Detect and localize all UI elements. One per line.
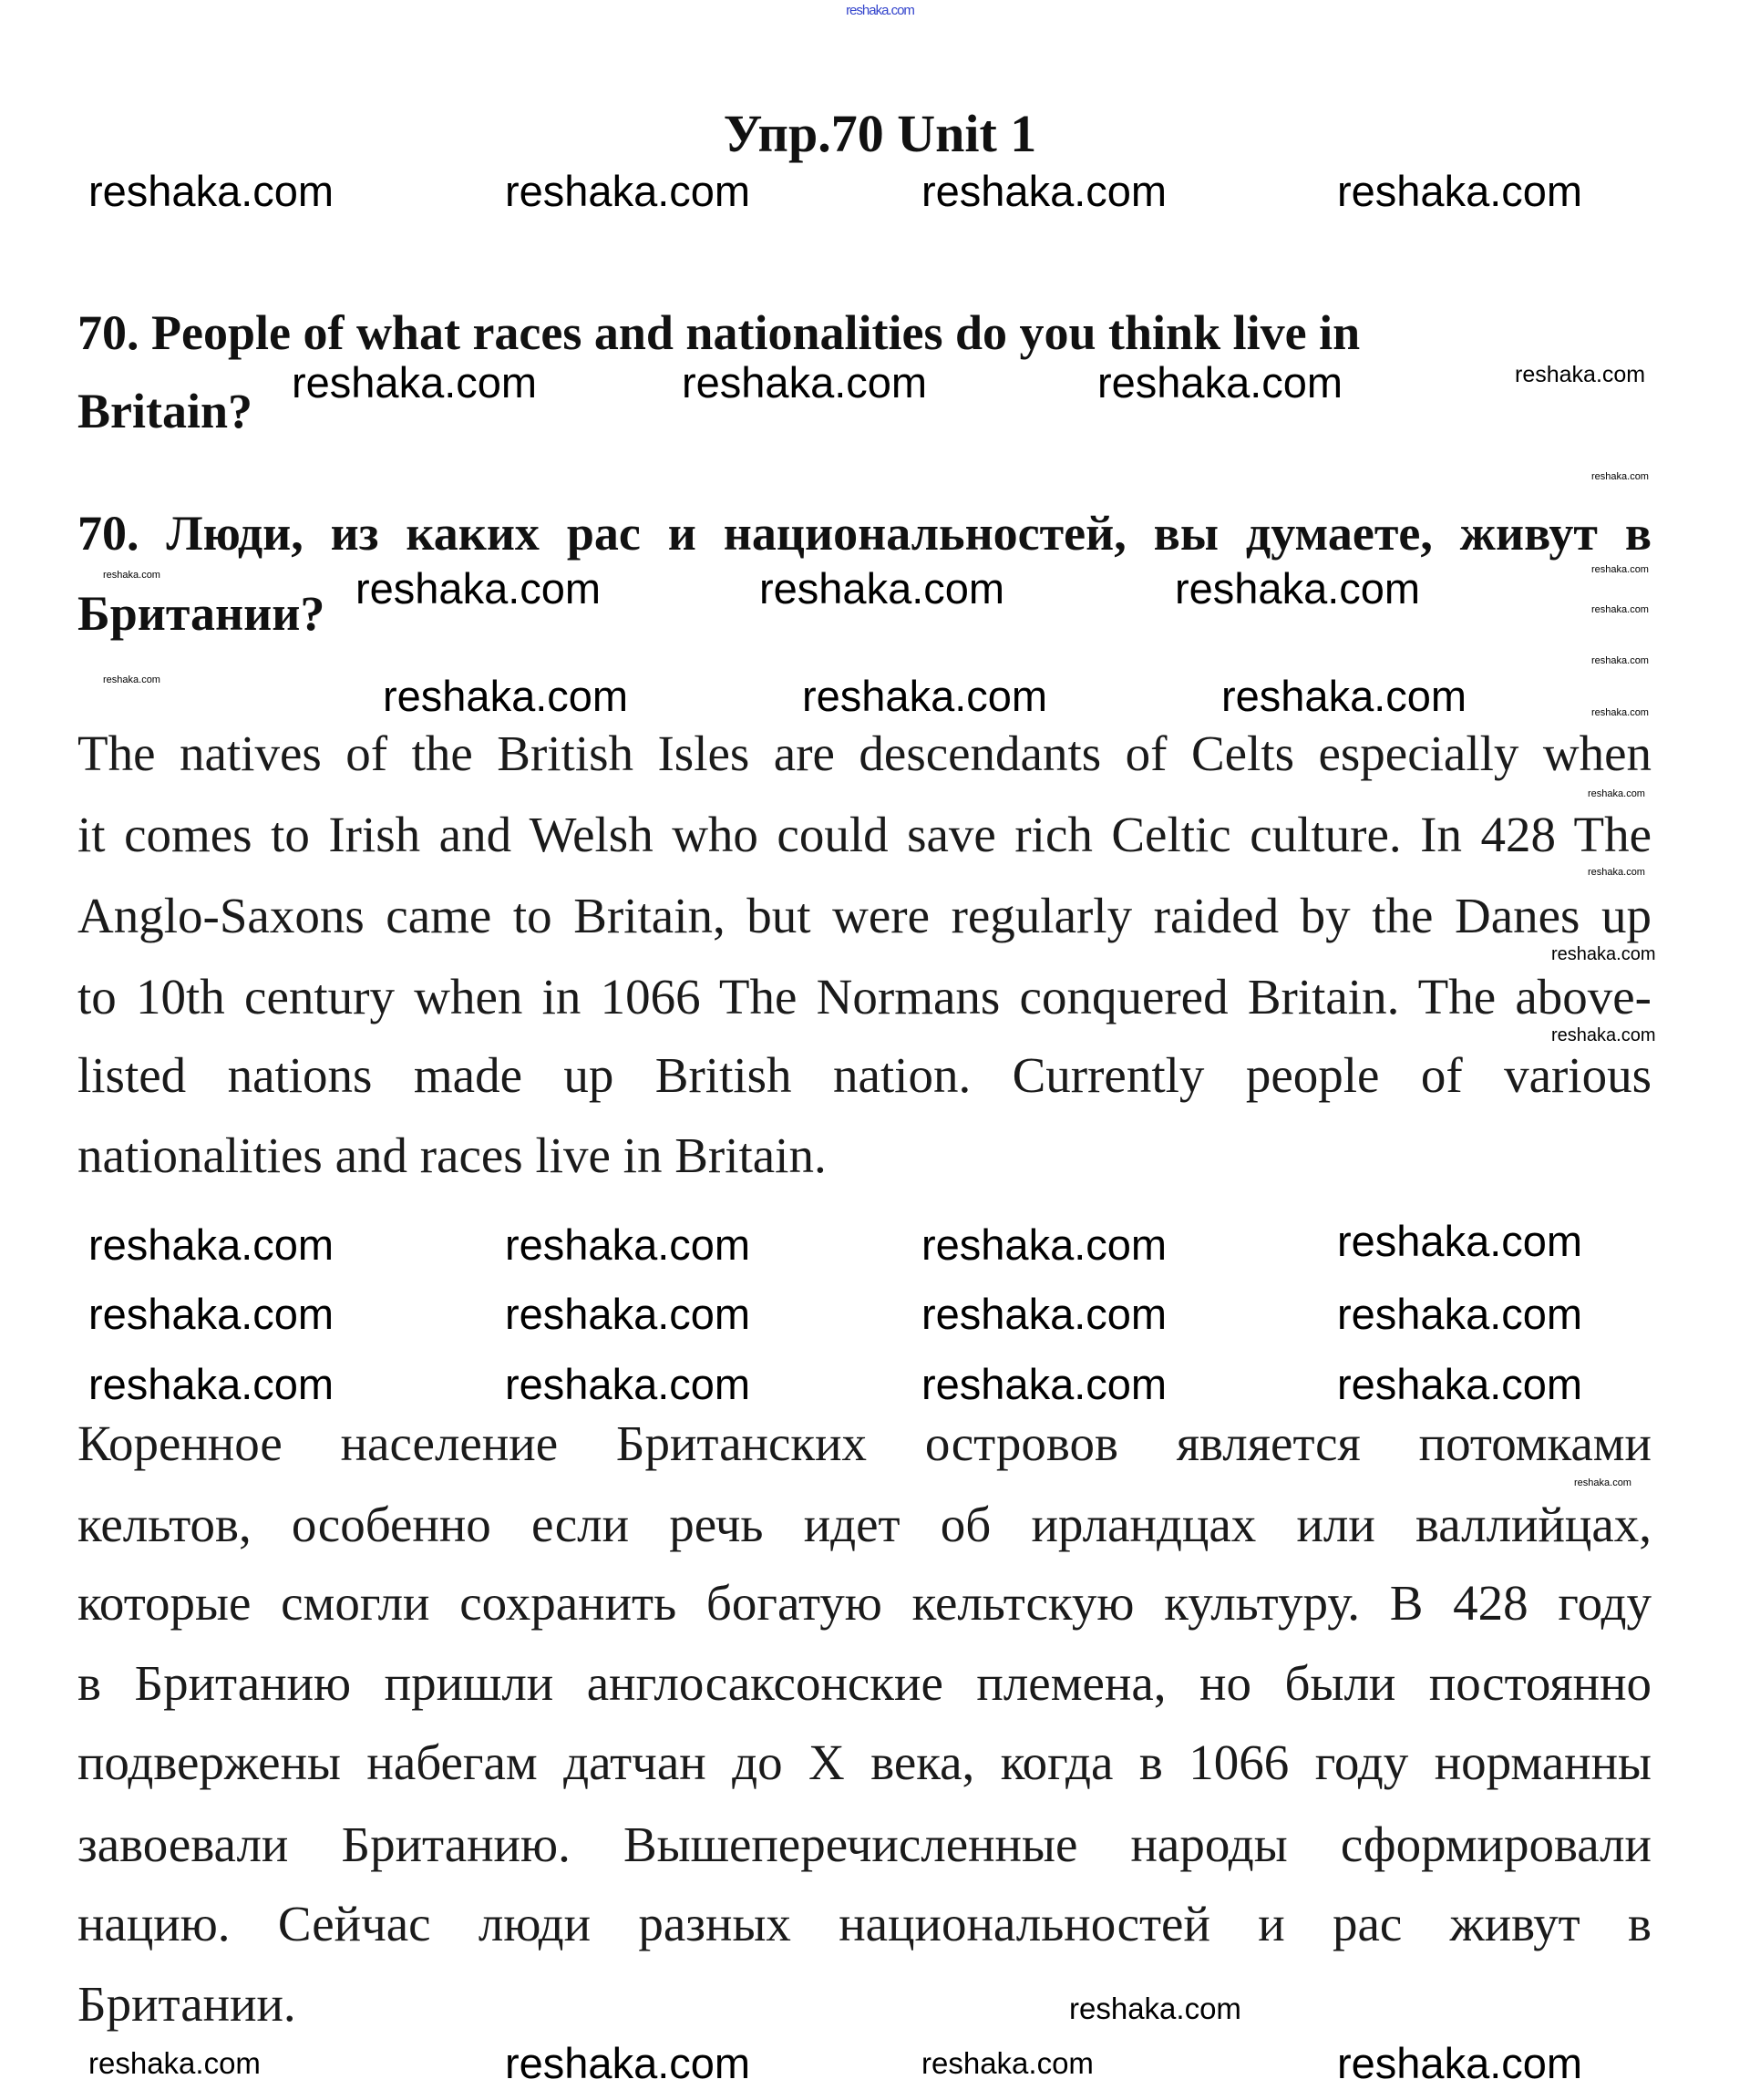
answer-en-line: nationalities and races live in Britain.: [77, 1127, 827, 1183]
page-title: Упр.70 Unit 1: [723, 104, 1037, 163]
watermark: reshaka.com: [505, 2039, 751, 2087]
watermark: reshaka.com: [1588, 788, 1645, 799]
watermark: reshaka.com: [88, 1220, 335, 1269]
answer-ru-line: в Британию пришли англосаксонские племена, но были постоянно: [77, 1655, 1652, 1711]
question-ru-line: Британии?: [77, 586, 325, 641]
answer-ru-line: кельтов, особенно если речь идет об ирландцах или валлийцах,: [77, 1497, 1652, 1552]
watermark: reshaka.com: [383, 672, 629, 720]
answer-en-line: listed nations made up British nation. Currently people of various: [77, 1047, 1652, 1103]
watermark: reshaka.com: [1097, 358, 1343, 407]
watermark: reshaka.com: [1337, 167, 1583, 215]
watermark: reshaka.com: [1337, 1217, 1583, 1265]
watermark: reshaka.com: [802, 672, 1048, 720]
answer-en-line: Anglo-Saxons came to Britain, but were regularly raided by the Danes up: [77, 888, 1652, 943]
watermark: reshaka.com: [1574, 1477, 1631, 1488]
site-link[interactable]: reshaka.com: [846, 3, 914, 18]
watermark: reshaka.com: [921, 1360, 1168, 1408]
watermark: reshaka.com: [1591, 707, 1649, 718]
question-en-line: 70. People of what races and nationalities do you think live in: [77, 305, 1361, 360]
answer-ru-line: Британии.: [77, 1976, 296, 2032]
watermark: reshaka.com: [921, 167, 1168, 215]
watermark: reshaka.com: [1069, 1992, 1241, 2025]
answer-ru-line: которые смогли сохранить богатую кельтскую культуру. В 428 году: [77, 1575, 1652, 1631]
answer-ru-line: нацию. Сейчас люди разных национальностей и рас живут в: [77, 1896, 1652, 1951]
watermark: reshaka.com: [921, 2046, 1094, 2080]
watermark: reshaka.com: [88, 1360, 335, 1408]
answer-ru-line: завоевали Британию. Вышеперечисленные народы сформировали: [77, 1817, 1652, 1872]
watermark: reshaka.com: [1221, 672, 1467, 720]
answer-en-line: it comes to Irish and Welsh who could save rich Celtic culture. In 428 The: [77, 807, 1652, 862]
answer-ru-line: подвержены набегам датчан до X века, когда в 1066 году норманны: [77, 1735, 1652, 1790]
question-en-line: Britain?: [77, 384, 253, 438]
watermark: reshaka.com: [921, 1290, 1168, 1338]
watermark: reshaka.com: [88, 2046, 261, 2080]
watermark: reshaka.com: [1591, 471, 1649, 482]
watermark: reshaka.com: [505, 1360, 751, 1408]
watermark: reshaka.com: [1588, 867, 1645, 878]
watermark: reshaka.com: [103, 570, 160, 581]
watermark: reshaka.com: [1591, 655, 1649, 666]
watermark: reshaka.com: [505, 167, 751, 215]
watermark: reshaka.com: [1591, 564, 1649, 575]
answer-en-line: to 10th century when in 1066 The Normans conquered Britain. The above-: [77, 969, 1652, 1024]
watermark: reshaka.com: [1551, 1025, 1656, 1045]
watermark: reshaka.com: [1591, 604, 1649, 615]
watermark: reshaka.com: [1175, 564, 1421, 612]
watermark: reshaka.com: [88, 167, 335, 215]
watermark: reshaka.com: [88, 1290, 335, 1338]
watermark: reshaka.com: [505, 1220, 751, 1269]
answer-en-line: The natives of the British Isles are descendants of Celts especially when: [77, 726, 1652, 781]
watermark: reshaka.com: [355, 564, 602, 612]
watermark: reshaka.com: [759, 564, 1005, 612]
answer-ru-line: Коренное население Британских островов является потомками: [77, 1415, 1652, 1471]
watermark: reshaka.com: [292, 358, 538, 407]
watermark: reshaka.com: [682, 358, 928, 407]
watermark: reshaka.com: [1337, 1290, 1583, 1338]
watermark: reshaka.com: [103, 674, 160, 685]
watermark: reshaka.com: [921, 1220, 1168, 1269]
watermark: reshaka.com: [1337, 2039, 1583, 2087]
watermark: reshaka.com: [1551, 944, 1656, 964]
watermark: reshaka.com: [505, 1290, 751, 1338]
watermark: reshaka.com: [1515, 362, 1646, 387]
question-ru-line: 70. Люди, из каких рас и национальностей, вы думаете, живут в: [77, 506, 1652, 561]
watermark: reshaka.com: [1337, 1360, 1583, 1408]
